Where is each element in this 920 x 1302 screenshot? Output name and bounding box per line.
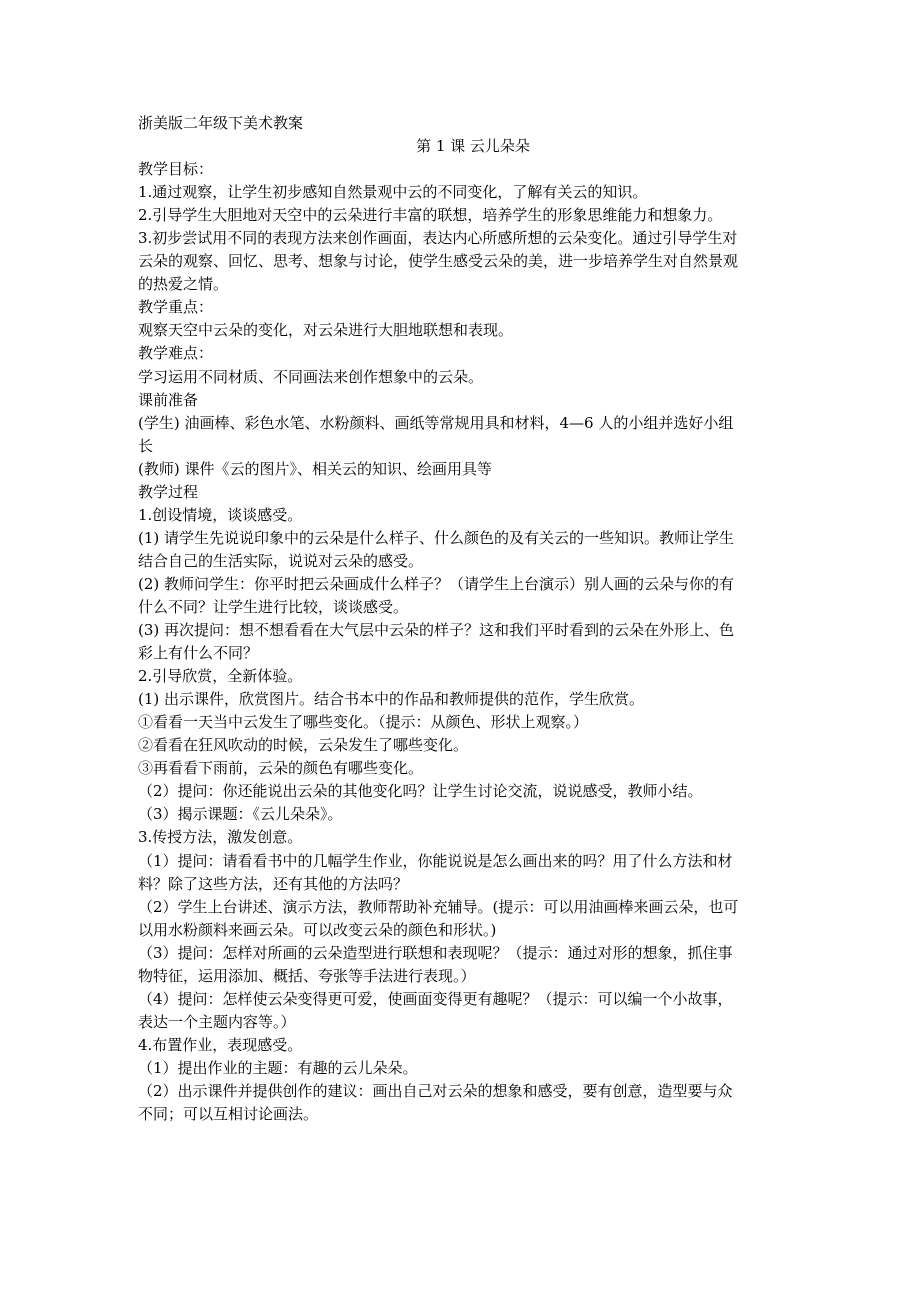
text-line: 云朵的观察、回忆、思考、想象与讨论，使学生感受云朵的美，进一步培养学生对自然景观 [138, 252, 739, 271]
text-line: 学习运用不同材质、不同画法来创作想象中的云朵。 [138, 367, 484, 386]
text-line: (1) 请学生先说说印象中的云朵是什么样子、什么颜色的及有关云的一些知识。教师让学生 [138, 528, 735, 547]
text-line: （2）提问：你还能说出云朵的其他变化吗？让学生讨论交流，说说感受，教师小结。 [138, 782, 703, 801]
text-line: 3.传授方法，激发创意。 [138, 828, 303, 847]
text-line: 2.引导学生大胆地对天空中的云朵进行丰富的联想，培养学生的形象思维能力和想象力。 [138, 206, 723, 225]
text-line: (3) 再次提问：想不想看看在大气层中云朵的样子？这和我们平时看到的云朵在外形上、色 [138, 621, 735, 640]
text-line: 观察天空中云朵的变化，对云朵进行大胆地联想和表现。 [138, 321, 514, 340]
document-page [138, 112, 788, 1126]
text-line: 课前准备 [138, 390, 199, 409]
text-line: （4）提问：怎样使云朵变得更可爱，使画面变得更有趣呢？（提示：可以编一个小故事， [138, 989, 733, 1008]
text-line: 3.初步尝试用不同的表现方法来创作画面，表达内心所感所想的云朵变化。通过引导学生对 [138, 229, 738, 248]
text-line: (学生) 油画棒、彩色水笔、水粉颜料、画纸等常规用具和材料，4—6 人的小组并选好小组 [138, 413, 734, 432]
text-line: 表达一个主题内容等。） [138, 1012, 296, 1031]
text-line: 不同；可以互相讨论画法。 [138, 1105, 319, 1124]
text-line: 什么不同？让学生进行比较，谈谈感受。 [138, 597, 409, 616]
text-line: 物特征，运用添加、概括、夸张等手法进行表现。） [138, 966, 476, 985]
text-line: 长 [138, 436, 154, 455]
text-line: （3）揭示课题：《云儿朵朵》。 [138, 805, 343, 824]
text-line: （3）提问：怎样对所画的云朵造型进行联想和表现呢？（提示：通过对形的想象，抓住事 [138, 943, 733, 962]
text-line: 1.通过观察，让学生初步感知自然景观中云的不同变化，了解有关云的知识。 [138, 183, 648, 202]
text-line: 彩上有什么不同？ [138, 644, 259, 663]
text-line: ②看看在狂风吹动的时候，云朵发生了哪些变化。 [138, 736, 469, 755]
text-line: 教学目标： [138, 160, 214, 179]
text-line: (2) 教师问学生：你平时把云朵画成什么样子？（请学生上台演示）别人画的云朵与你的有 [138, 574, 735, 593]
text-line: ①看看一天当中云发生了哪些变化。（提示：从颜色、形状上观察。） [138, 713, 589, 732]
text-line: 料？除了这些方法，还有其他的方法吗？ [138, 874, 409, 893]
document-body [138, 158, 788, 1126]
text-line: (教师) 课件《云的图片》、相关云的知识、绘画用具等 [138, 459, 492, 478]
text-line: （1）提问：请看看书中的几幅学生作业，你能说说是怎么画出来的吗？用了什么方法和材 [138, 851, 733, 870]
document-header: 浙美版二年级下美术教案 [138, 114, 304, 132]
text-line: 教学过程 [138, 482, 199, 501]
text-line: （1）提出作业的主题：有趣的云儿朵朵。 [138, 1058, 418, 1077]
text-line: 2.引导欣赏，全新体验。 [138, 667, 303, 686]
text-line: 的热爱之情。 [138, 275, 229, 294]
text-line: 结合自己的生活实际，说说对云朵的感受。 [138, 551, 424, 570]
text-line: 教学重点： [138, 298, 214, 317]
text-line: ③再看看下雨前，云朵的颜色有哪些变化。 [138, 759, 424, 778]
text-line: 4.布置作业，表现感受。 [138, 1035, 303, 1054]
text-line: 教学难点： [138, 344, 214, 363]
text-line: 1.创设情境，谈谈感受。 [138, 505, 303, 524]
text-line: (1) 出示课件，欣赏图片。结合书本中的作品和教师提供的范作，学生欣赏。 [138, 690, 645, 709]
lesson-title: 第 1 课 云儿朵朵 [416, 137, 530, 156]
text-line: 以用水粉颜料来画云朵。可以改变云朵的颜色和形状。) [138, 920, 497, 939]
text-line: （2）出示课件并提供创作的建议：画出自己对云朵的想象和感受，要有创意，造型要与众 [138, 1081, 733, 1100]
text-line: （2）学生上台讲述、演示方法，教师帮助补充辅导。(提示：可以用油画棒来画云朵，也可 [138, 897, 739, 916]
